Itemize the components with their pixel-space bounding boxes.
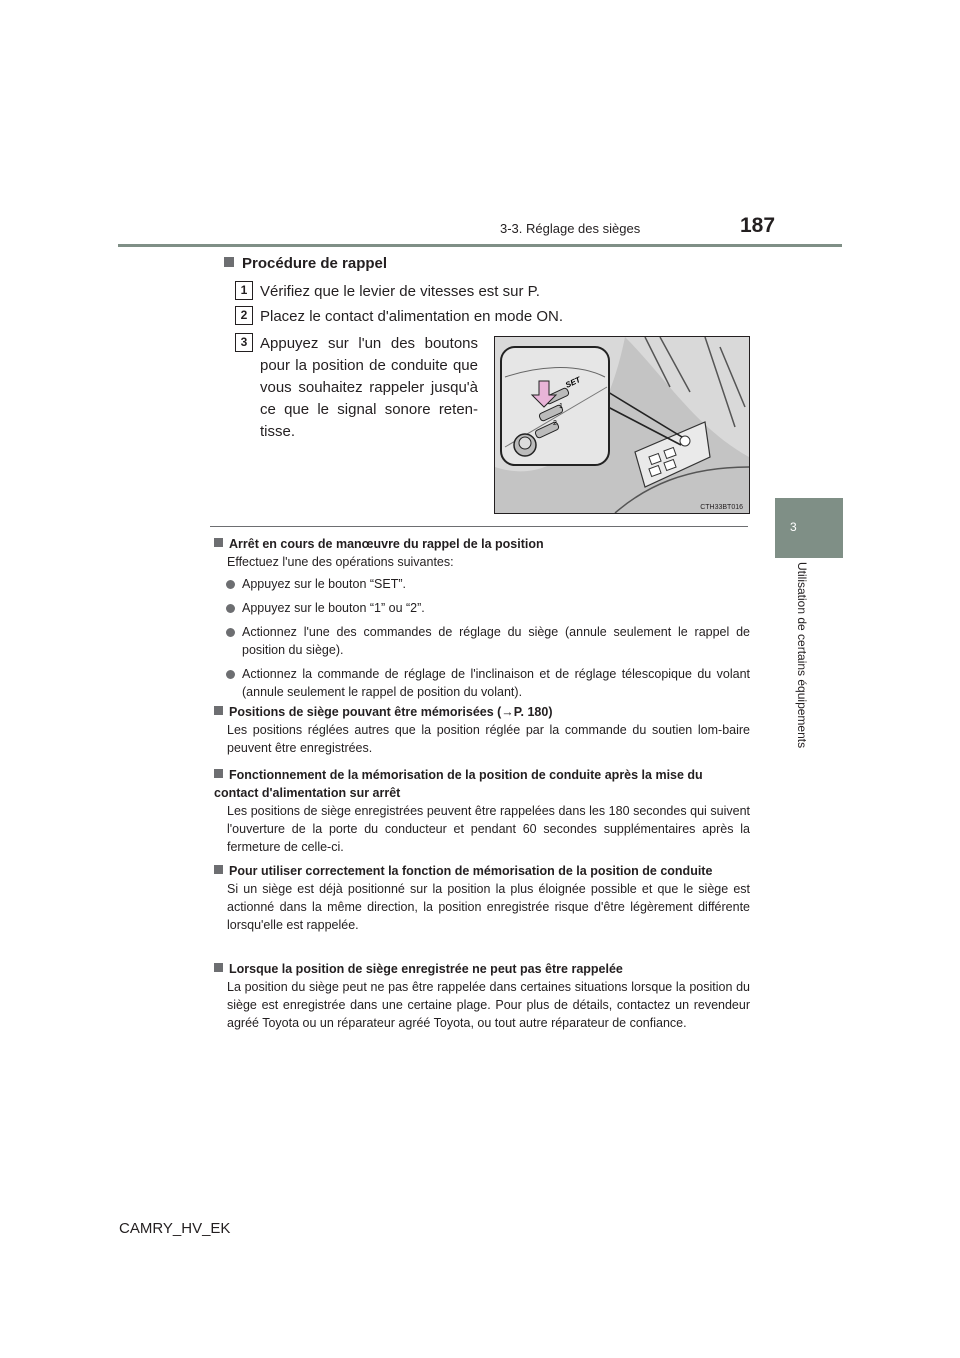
note-stop-recall	[214, 535, 750, 701]
header-section-title: 3-3. Réglage des sièges	[500, 221, 641, 236]
chapter-tab	[775, 498, 843, 558]
section-title-text: Procédure de rappel	[242, 255, 388, 272]
chapter-tab-label: Utilisation de certains équipements	[795, 562, 809, 749]
bullet-dot-icon	[226, 670, 235, 679]
list-item: Appuyez sur le bouton “1” ou “2”.	[214, 599, 750, 617]
section-title	[224, 255, 387, 272]
figure-code: CTH33BT016	[700, 504, 743, 511]
chapter-tab-number: 3	[790, 520, 797, 534]
note-body: Effectuez l'une des opérations suivantes:	[227, 555, 454, 569]
note-body: Les positions de siège enregistrées peuvent être rappelées dans les 180 secondes qui suivent l'ouverture de la porte du conducteur et pendant 60 secondes supplémentaires après la fermeture de celle-ci.	[227, 804, 750, 854]
button-2-label: 2	[553, 420, 557, 427]
bullet-dot-icon	[226, 580, 235, 589]
note-body: La position du siège peut ne pas être rappelée dans certaines situations lorsque la position du siège est enregistrée dans une certaine plage. Pour plus de détails, contactez un revendeur agréé Toyota ou un réparateur agréé Toyota, ou tout autre réparateur de confiance.	[227, 980, 750, 1030]
footer-model-code: CAMRY_HV_EK	[119, 1220, 231, 1237]
square-bullet-icon	[224, 257, 234, 267]
note-title: Pour utiliser correctement la fonction de mémorisation de la position de conduite	[214, 862, 750, 880]
memory-buttons-illustration	[494, 336, 750, 514]
square-bullet-icon	[214, 963, 223, 972]
note-body: Les positions réglées autres que la position réglée par la commande du soutien lom-baire peuvent être enregistrées.	[227, 723, 750, 755]
bullet-dot-icon	[226, 628, 235, 637]
door-panel-drawing	[495, 337, 749, 513]
note-after-power-off	[214, 766, 750, 856]
step-number: 1	[235, 281, 253, 300]
note-title: Arrêt en cours de manœuvre du rappel de la position	[214, 535, 750, 553]
button-1-label: 1	[559, 403, 563, 410]
set-button-label: SET	[564, 375, 582, 390]
square-bullet-icon	[214, 538, 223, 547]
list-item: Appuyez sur le bouton “SET”.	[214, 575, 750, 593]
list-item: Actionnez l'une des commandes de réglage du siège (annule seulement le rappel de position du siège).	[214, 623, 750, 659]
note-memorizable-positions	[214, 703, 750, 757]
square-bullet-icon	[214, 865, 223, 874]
note-correct-use	[214, 862, 750, 934]
header-divider	[118, 244, 842, 247]
note-cannot-recall	[214, 960, 750, 1032]
bullet-list	[214, 575, 750, 701]
step-text: Appuyez sur l'un des boutons pour la position de conduite que vous souhaitez rappeler jusqu'à ce que le signal sonore reten-tisse.	[260, 335, 478, 440]
bullet-dot-icon	[226, 604, 235, 613]
page-number: 187	[740, 214, 776, 237]
step-text: Placez le contact d'alimentation en mode ON.	[260, 308, 564, 325]
note-title: Fonctionnement de la mémorisation de la position de conduite après la mise du contact d'alimentation sur arrêt	[214, 768, 703, 800]
square-bullet-icon	[214, 769, 223, 778]
note-title: Lorsque la position de siège enregistrée ne peut pas être rappelée	[214, 960, 750, 978]
step-number: 3	[235, 333, 253, 352]
note-body: Si un siège est déjà positionné sur la position la plus éloignée possible et que le siège est actionné dans la même direction, la position enregistrée risque d'être légèrement différente lorsqu'elle est rappelée.	[227, 882, 750, 932]
square-bullet-icon	[214, 706, 223, 715]
note-title: Positions de siège pouvant être mémorisées (→P. 180)	[214, 703, 750, 721]
step-number: 2	[235, 306, 253, 325]
step-text: Vérifiez que le levier de vitesses est sur P.	[260, 283, 540, 300]
list-item: Actionnez la commande de réglage de l'inclinaison et de réglage télescopique du volant (annule seulement le rappel de position du volant).	[214, 665, 750, 701]
section-divider	[210, 526, 748, 527]
